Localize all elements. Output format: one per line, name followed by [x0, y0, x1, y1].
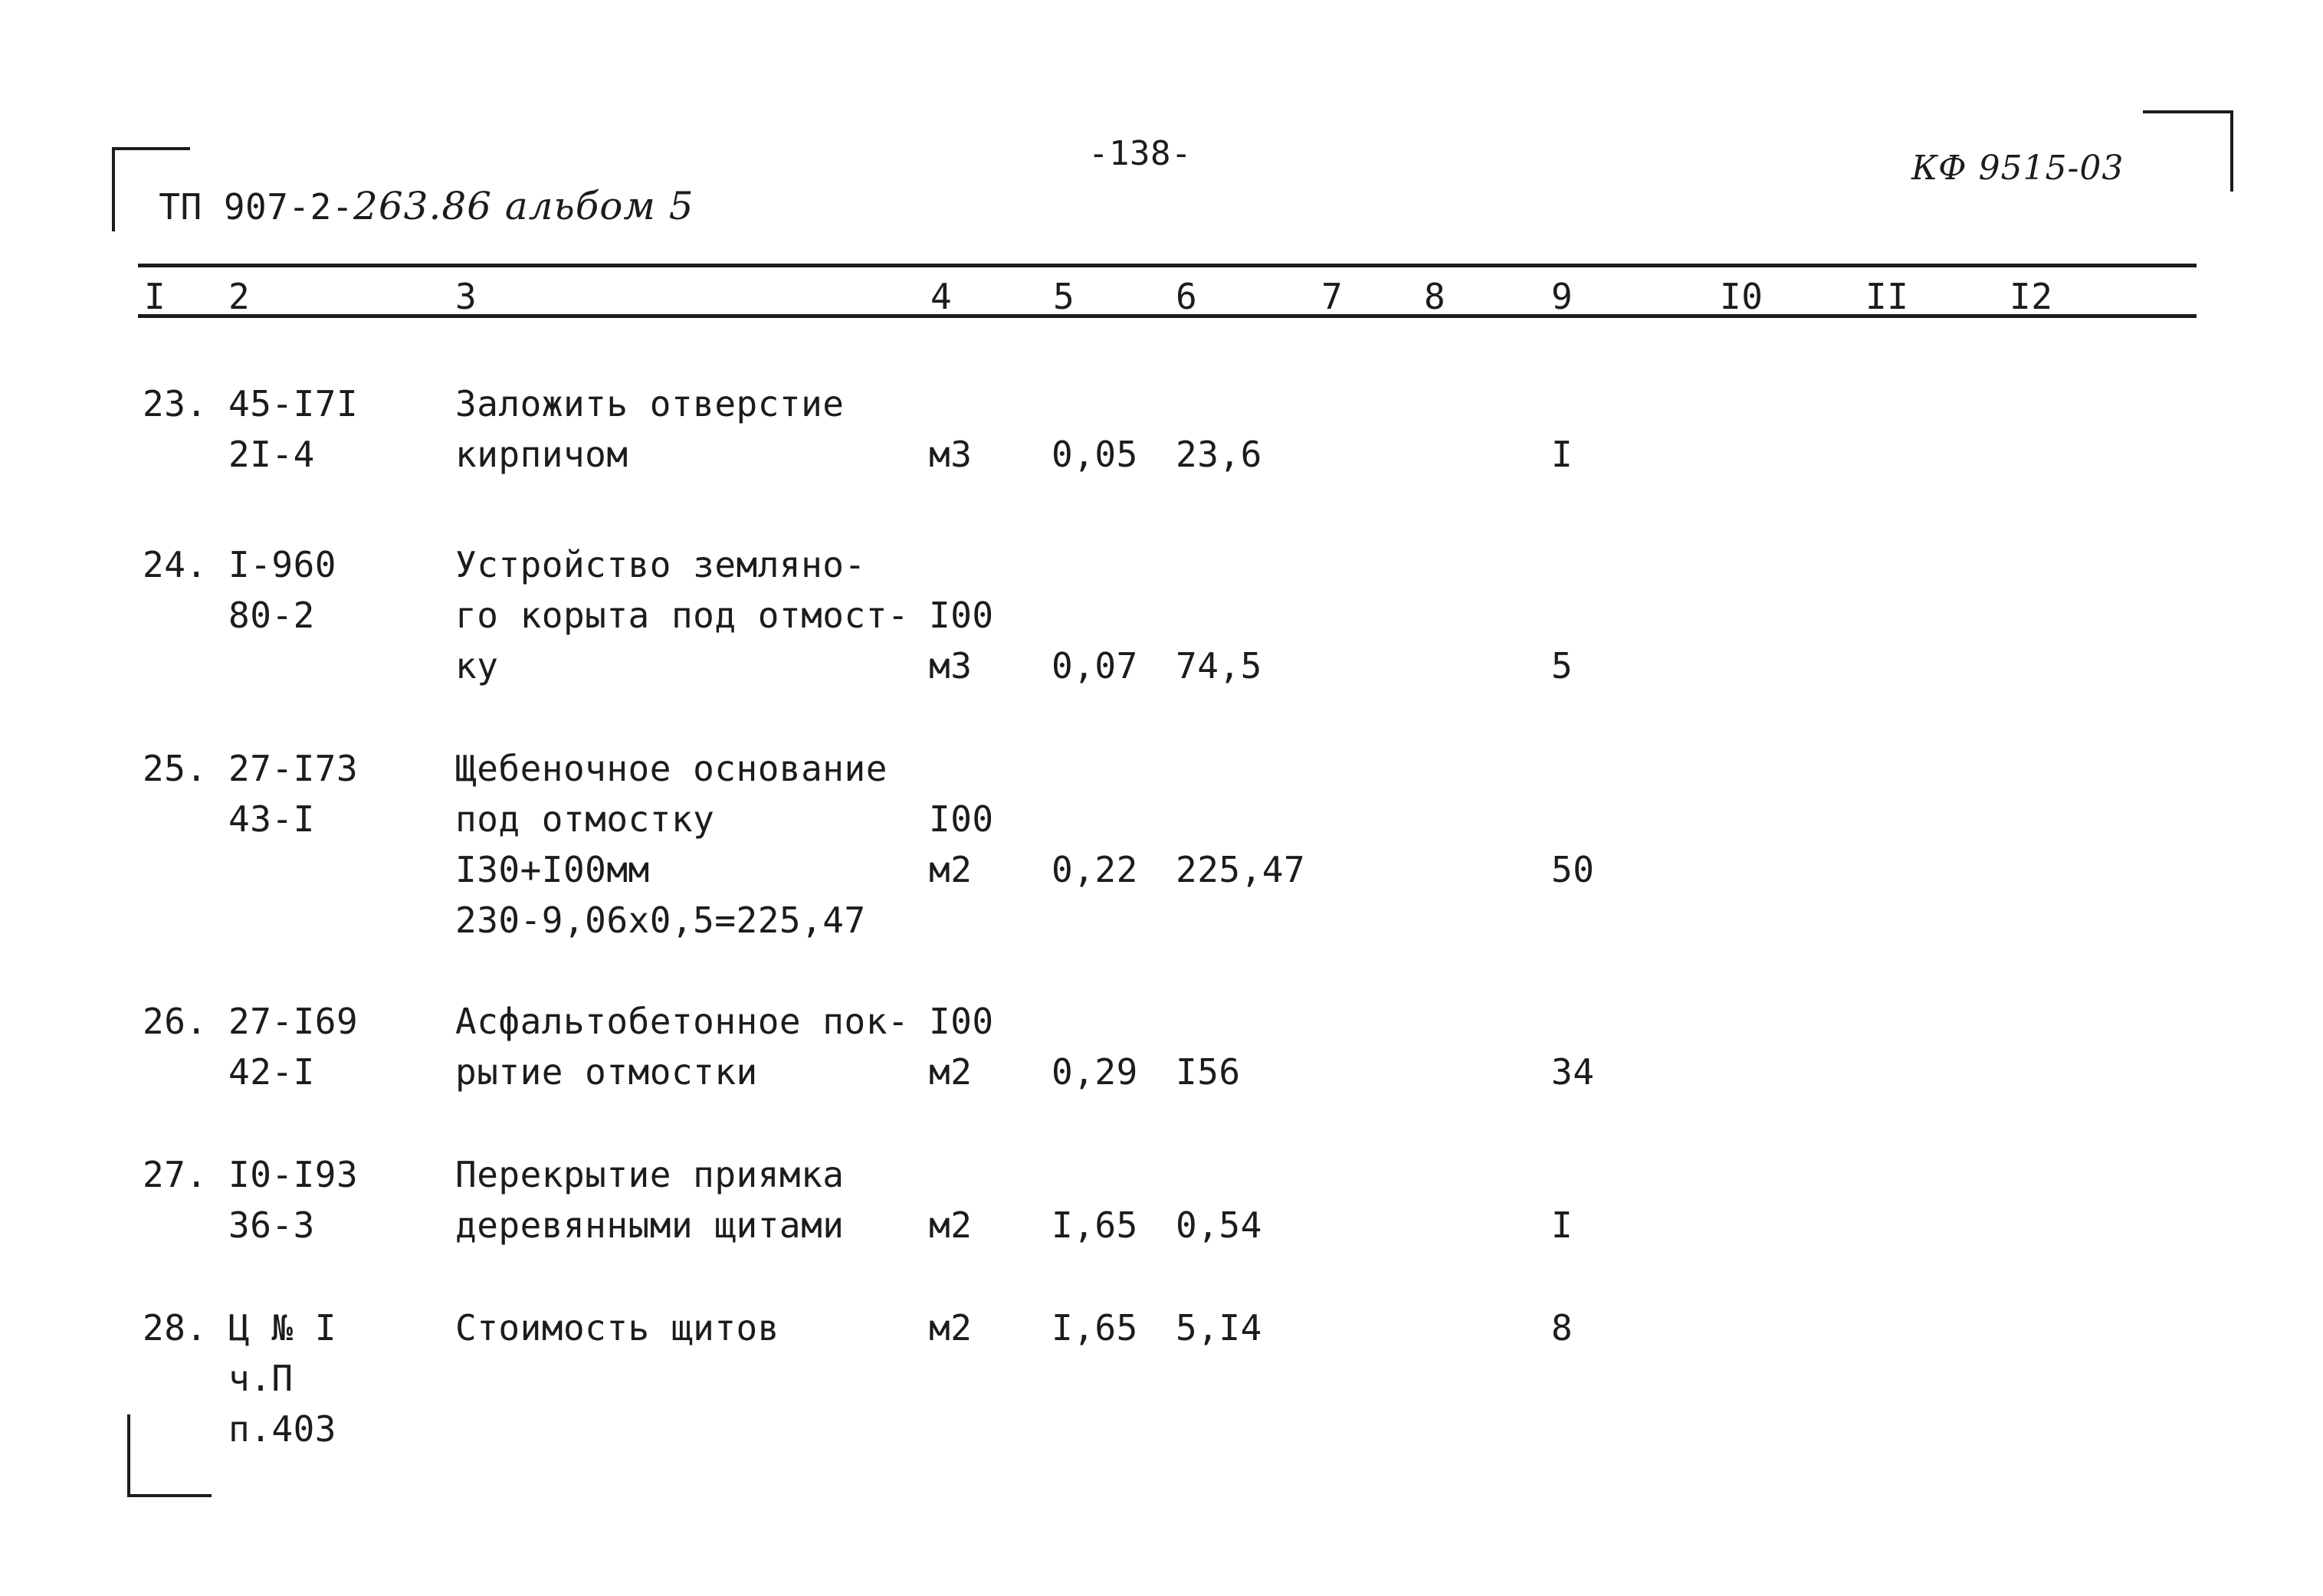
description-line: рытие отмостки: [455, 1051, 758, 1093]
col-header-10: I0: [1720, 276, 1764, 317]
description-line: Заложить отверстие: [455, 383, 845, 424]
norm-code-line: I-960: [228, 544, 336, 585]
document-code: КФ 9515-03: [1911, 149, 2124, 188]
corner-mark-top-right-v: [2230, 110, 2233, 192]
doc-album-handwritten: 263.86 альбом 5: [353, 184, 694, 228]
unit-price-value: 225,47: [1176, 849, 1306, 890]
description-line: Асфальтобетонное пок-: [455, 1001, 910, 1042]
row-number: 25.: [143, 748, 208, 789]
norm-code-line: 2I-4: [228, 434, 315, 475]
col-header-4: 4: [930, 276, 953, 317]
description-line: под отмостку: [455, 798, 715, 840]
description-line: 230-9,06х0,5=225,47: [455, 900, 866, 941]
header-rule-top: [138, 264, 2197, 267]
unit-price-value: I56: [1176, 1051, 1241, 1093]
unit-price-value: 5,I4: [1176, 1307, 1262, 1349]
corner-mark-top-left-h: [113, 147, 190, 150]
norm-code-line: Ц № I: [228, 1307, 336, 1349]
column-9-value: I: [1551, 1204, 1573, 1246]
corner-mark-top-left-v: [112, 147, 115, 231]
norm-code-line: 42-I: [228, 1051, 315, 1093]
unit-price-value: 23,6: [1176, 434, 1262, 475]
unit-line: I00: [929, 595, 994, 636]
row-number: 26.: [143, 1001, 208, 1042]
col-header-12: I2: [2010, 276, 2053, 317]
column-9-value: 8: [1551, 1307, 1573, 1349]
corner-mark-bottom-left-h: [127, 1494, 212, 1497]
description-line: I30+I00мм: [455, 849, 650, 890]
page-number: -138-: [1088, 134, 1192, 173]
col-header-11: II: [1865, 276, 1909, 317]
unit-line: м2: [929, 1051, 973, 1093]
col-header-1: I: [144, 276, 166, 317]
unit-price-value: 74,5: [1176, 645, 1262, 687]
unit-line: м3: [929, 434, 973, 475]
unit-line: I00: [929, 1001, 994, 1042]
norm-code-line: 36-3: [228, 1204, 315, 1246]
quantity-value: 0,07: [1052, 645, 1138, 687]
description-line: Устройство землянo-: [455, 544, 866, 585]
column-9-value: I: [1551, 434, 1573, 475]
unit-line: м2: [929, 1307, 973, 1349]
corner-mark-bottom-left-v: [127, 1414, 130, 1497]
description-line: Стоимость щитов: [455, 1307, 779, 1349]
quantity-value: 0,05: [1052, 434, 1138, 475]
quantity-value: 0,29: [1052, 1051, 1138, 1093]
description-line: Щебеночное основание: [455, 748, 888, 789]
quantity-value: I,65: [1052, 1307, 1138, 1349]
document-designation: [144, 167, 694, 232]
unit-line: м2: [929, 849, 973, 890]
row-number: 23.: [143, 383, 208, 424]
norm-code-line: I0-I93: [228, 1154, 359, 1195]
norm-code-line: п.403: [228, 1408, 336, 1450]
row-number: 28.: [143, 1307, 208, 1349]
unit-price-value: 0,54: [1176, 1204, 1262, 1246]
norm-code-line: ч.П: [228, 1358, 294, 1399]
unit-line: м3: [929, 645, 973, 687]
norm-code-line: 27-I73: [228, 748, 359, 789]
row-number: 27.: [143, 1154, 208, 1195]
unit-line: м2: [929, 1204, 973, 1246]
column-9-value: 5: [1551, 645, 1573, 687]
col-header-9: 9: [1551, 276, 1573, 317]
norm-code-line: 27-I69: [228, 1001, 359, 1042]
norm-code-line: 45-I7I: [228, 383, 359, 424]
quantity-value: 0,22: [1052, 849, 1138, 890]
col-header-3: 3: [455, 276, 477, 317]
row-number: 24.: [143, 544, 208, 585]
norm-code-line: 80-2: [228, 595, 315, 636]
column-9-value: 50: [1551, 849, 1595, 890]
description-line: деревянными щитами: [455, 1204, 845, 1246]
description-line: Перекрытие приямка: [455, 1154, 845, 1195]
col-header-2: 2: [228, 276, 251, 317]
norm-code-line: 43-I: [228, 798, 315, 840]
col-header-5: 5: [1053, 276, 1075, 317]
col-header-8: 8: [1424, 276, 1446, 317]
col-header-6: 6: [1176, 276, 1198, 317]
unit-line: I00: [929, 798, 994, 840]
column-9-value: 34: [1551, 1051, 1595, 1093]
corner-mark-top-right-h: [2143, 110, 2233, 113]
doc-prefix: ТП 907-2-: [159, 186, 354, 228]
description-line: кирпичом: [455, 434, 628, 475]
col-header-7: 7: [1321, 276, 1344, 317]
description-line: ку: [455, 645, 499, 687]
description-line: го корыта под отмост-: [455, 595, 910, 636]
quantity-value: I,65: [1052, 1204, 1138, 1246]
